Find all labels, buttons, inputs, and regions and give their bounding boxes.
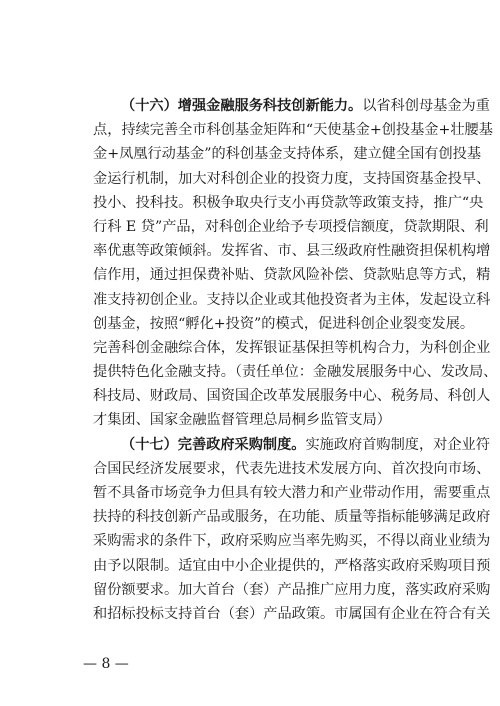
section-17-line-5: 由予以限制。适宜由中小企业提供的，严格落实政府采购项目预 [93, 557, 491, 574]
section-16-line-7: 信作用，通过担保费补贴、贷款风险补偿、贷款贴息等方式，精 [93, 267, 491, 284]
section-16-line-2: 金+凤凰行动基金”的科创基金支持体系，建立健全国有创投基 [93, 146, 482, 163]
section-17-line-7: 和招标投标支持首台（套）产品政策。市属国有企业在符合有关 [93, 605, 491, 622]
section-16-line-4: 投小、投科技。积极争取央行支小再贷款等政策支持，推广“央 [93, 194, 484, 211]
section-16-heading: （十六）增强金融服务科技创新能力。 [121, 98, 363, 114]
section-16-line-6: 率优惠等政策倾斜。发挥省、市、县三级政府性融资担保机构增 [93, 243, 491, 260]
section-17-line-0: 实施政府首购制度，对企业符 [305, 436, 490, 453]
page-number: — 8 — [83, 656, 129, 672]
section-16-line-9: 创基金，按照“孵化+投资”的模式，促进科创企业裂变发展。 [93, 315, 475, 332]
section-16-line-12: 科技局、财政局、国资国企改革发展服务中心、税务局、科创人 [93, 388, 491, 405]
section-17-line-4: 采购需求的条件下，政府采购应当率先购买，不得以商业业绩为 [93, 533, 491, 550]
section-16-line-10: 完善科创金融综合体，发挥银证基保担等机构合力，为科创企业 [93, 339, 491, 356]
section-16-first-line [93, 94, 490, 118]
section-17-heading: （十七）完善政府采购制度。 [121, 436, 306, 453]
section-17-first-line [93, 433, 490, 457]
section-17-line-3: 扶持的科技创新产品或服务，在功能、质量等指标能够满足政府 [93, 509, 491, 526]
section-17-line-6: 留份额要求。加大首台（套）产品推广应用力度，落实政府采购 [93, 581, 491, 598]
body-text [93, 94, 498, 626]
section-16-line-8: 准支持初创企业。支持以企业或其他投资者为主体，发起设立科 [93, 291, 491, 308]
section-16-line-0: 以省科创母基金为重 [362, 98, 490, 114]
section-17-line-2: 暂不具备市场竞争力但具有较大潜力和产业带动作用，需要重点 [93, 485, 491, 501]
section-16-line-5: 行科 E 贷”产品，对科创企业给予专项授信额度，贷款期限、利 [93, 218, 489, 235]
section-17-line-1: 合国民经济发展要求，代表先进技术发展方向、首次投向市场、 [93, 460, 491, 477]
section-16-line-3: 金运行机制，加大对科创企业的投资力度，支持国资基金投早、 [93, 170, 491, 187]
section-16-line-13: 才集团、国家金融监督管理总局桐乡监管支局） [93, 412, 391, 429]
section-16-line-1: 点，持续完善全市科创基金矩阵和“天使基金+创投基金+壮腰基 [93, 122, 493, 139]
section-16-line-11: 提供特色化金融支持。（责任单位：金融发展服务中心、发改局、 [93, 364, 498, 381]
